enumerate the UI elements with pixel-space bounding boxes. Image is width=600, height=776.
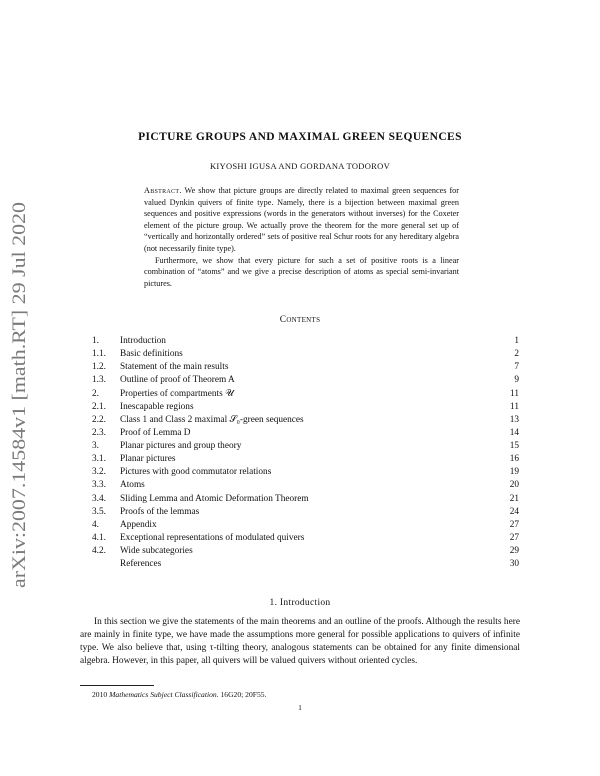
toc-entry-page: 21 — [509, 493, 519, 504]
toc-entry-number: 2.1. — [92, 401, 106, 412]
toc-entry-page: 15 — [509, 441, 519, 451]
toc-entry[interactable] — [92, 401, 519, 414]
footnote-label: Mathematics Subject Classification. — [109, 690, 219, 699]
toc-entry[interactable] — [92, 493, 519, 506]
toc-entry-number: 1.2. — [92, 362, 106, 373]
toc-entry-title: Proofs of the lemmas — [120, 506, 200, 517]
toc-entry-page: 20 — [509, 480, 519, 491]
toc-entry-page: 16 — [509, 454, 519, 465]
toc-entry-page: 19 — [509, 467, 519, 478]
toc-entry[interactable] — [92, 388, 519, 401]
toc-entry-page: 1 — [514, 336, 519, 346]
toc-entry[interactable] — [92, 506, 519, 519]
toc-entry[interactable] — [92, 335, 519, 348]
toc-entry-page: 11 — [510, 401, 519, 412]
footnote-rule — [80, 685, 154, 686]
toc-entry-number: 3.2. — [92, 467, 106, 478]
section-heading: 1. Introduction — [269, 598, 331, 608]
abstract — [144, 185, 459, 289]
toc-entry-title: Inescapable regions — [120, 401, 194, 412]
abstract-paragraph-2: Furthermore, we show that every picture for such a set of positive roots is a linear combination of “atoms” and we give a precise description of atoms as special semi-invariant pictures. — [144, 255, 459, 288]
toc-entry-number: 2.3. — [92, 427, 106, 438]
toc-entry-number: 4.2. — [92, 546, 106, 556]
abstract-paragraph-1 — [144, 185, 459, 255]
toc-entry-title: Appendix — [120, 519, 157, 530]
toc-entry[interactable] — [92, 427, 519, 440]
toc-entry[interactable] — [92, 558, 519, 571]
footnote-year: 2010 — [92, 690, 108, 699]
toc-entry-title: Sliding Lemma and Atomic Deformation Theorem — [120, 493, 309, 504]
toc-entry-number: 3.5. — [92, 506, 106, 517]
toc-entry[interactable] — [92, 479, 519, 492]
toc-entry[interactable] — [92, 374, 519, 387]
toc-entry-title: References — [120, 559, 162, 570]
toc-entry-title: Basic definitions — [120, 349, 183, 360]
toc-entry-page: 2 — [514, 349, 519, 360]
toc-entry-title: Planar pictures and group theory — [120, 441, 242, 451]
toc-entry-number: 1.1. — [92, 349, 106, 360]
toc-entry-page: 11 — [510, 388, 519, 399]
table-of-contents — [92, 335, 519, 571]
toc-entry-title: Properties of compartments 𝒰 — [120, 388, 234, 399]
toc-entry-number: 1. — [92, 336, 99, 346]
toc-entry-page: 24 — [509, 506, 519, 517]
toc-entry[interactable] — [92, 348, 519, 361]
toc-entry-title: Atoms — [120, 480, 145, 491]
toc-entry[interactable] — [92, 519, 519, 532]
toc-entry-title: Class 1 and Class 2 maximal 𝒮₀-green sequences — [120, 414, 304, 425]
toc-entry-number: 4. — [92, 519, 99, 530]
toc-entry-page: 7 — [514, 362, 519, 373]
toc-entry-page: 13 — [509, 414, 519, 425]
toc-entry-page: 14 — [509, 427, 519, 438]
introduction-text — [80, 616, 520, 668]
toc-entry-title: Outline of proof of Theorem A — [120, 375, 235, 386]
toc-entry[interactable] — [92, 466, 519, 479]
toc-entry-title: Proof of Lemma D — [120, 427, 191, 438]
toc-entry-title: Wide subcategories — [120, 546, 193, 556]
toc-entry-number: 3.4. — [92, 493, 106, 504]
toc-entry-title: Planar pictures — [120, 454, 176, 465]
toc-entry-title: Introduction — [120, 336, 166, 346]
toc-entry-title: Pictures with good commutator relations — [120, 467, 272, 478]
toc-entry-number: 4.1. — [92, 532, 106, 543]
toc-entry-number: 3.3. — [92, 480, 106, 491]
toc-entry[interactable] — [92, 532, 519, 545]
toc-entry-number: 1.3. — [92, 375, 106, 386]
toc-entry-title: Statement of the main results — [120, 362, 229, 373]
toc-entry[interactable] — [92, 545, 519, 558]
toc-entry-page: 9 — [514, 375, 519, 386]
arxiv-identifier-text: arXiv:2007.14584v1 [math.RT] 29 Jul 2020 — [10, 262, 30, 588]
toc-entry-number — [92, 558, 120, 571]
toc-entry-title: Exceptional representations of modulated quivers — [120, 532, 305, 543]
toc-entry-number: 2. — [92, 388, 99, 399]
toc-entry-page: 29 — [509, 546, 519, 556]
toc-entry-page: 27 — [509, 519, 519, 530]
toc-entry[interactable] — [92, 361, 519, 374]
abstract-label: Abstract. — [144, 186, 182, 195]
toc-entry-page: 30 — [509, 559, 519, 570]
toc-entry-number: 2.2. — [92, 414, 106, 425]
footnote-codes: 16G20; 20F55. — [220, 690, 267, 699]
toc-entry[interactable] — [92, 453, 519, 466]
footnote — [92, 690, 266, 699]
toc-entry-page: 27 — [509, 532, 519, 543]
page-number: 1 — [298, 703, 302, 712]
abstract-text-1: We show that picture groups are directly related to maximal green sequences for valued Dynkin quivers of finite type. Namely, there is a bijection between maximal green sequences and positive expressions (words in the generators without inverses) for the Coxeter element of the picture group. We actually prove the theorem for the more general set up of “vertically and horizontally ordered” sets of positive real Schur roots for any hereditary algebra (not necessarily finite type). — [144, 186, 459, 253]
contents-heading: Contents — [279, 315, 321, 325]
paper-title: PICTURE GROUPS AND MAXIMAL GREEN SEQUENCES — [138, 131, 462, 143]
introduction-paragraph: In this section we give the statements of the main theorems and an outline of the proofs. Although the results here are mainly in finite type, we have made the assumptions more general for possible applications to quivers of infinite type. We also believe that, using τ-tilting theory, analogous statements can be obtained for any finite dimensional algebra. However, in this paper, all quivers will be valued quivers without oriented cycles. — [80, 617, 520, 667]
toc-entry[interactable] — [92, 414, 519, 427]
toc-entry[interactable] — [92, 440, 519, 453]
toc-entry-number: 3. — [92, 441, 99, 451]
arxiv-identifier-stamp — [4, 200, 32, 590]
paper-authors: KIYOSHI IGUSA AND GORDANA TODOROV — [209, 161, 391, 171]
toc-entry-number: 3.1. — [92, 454, 106, 465]
